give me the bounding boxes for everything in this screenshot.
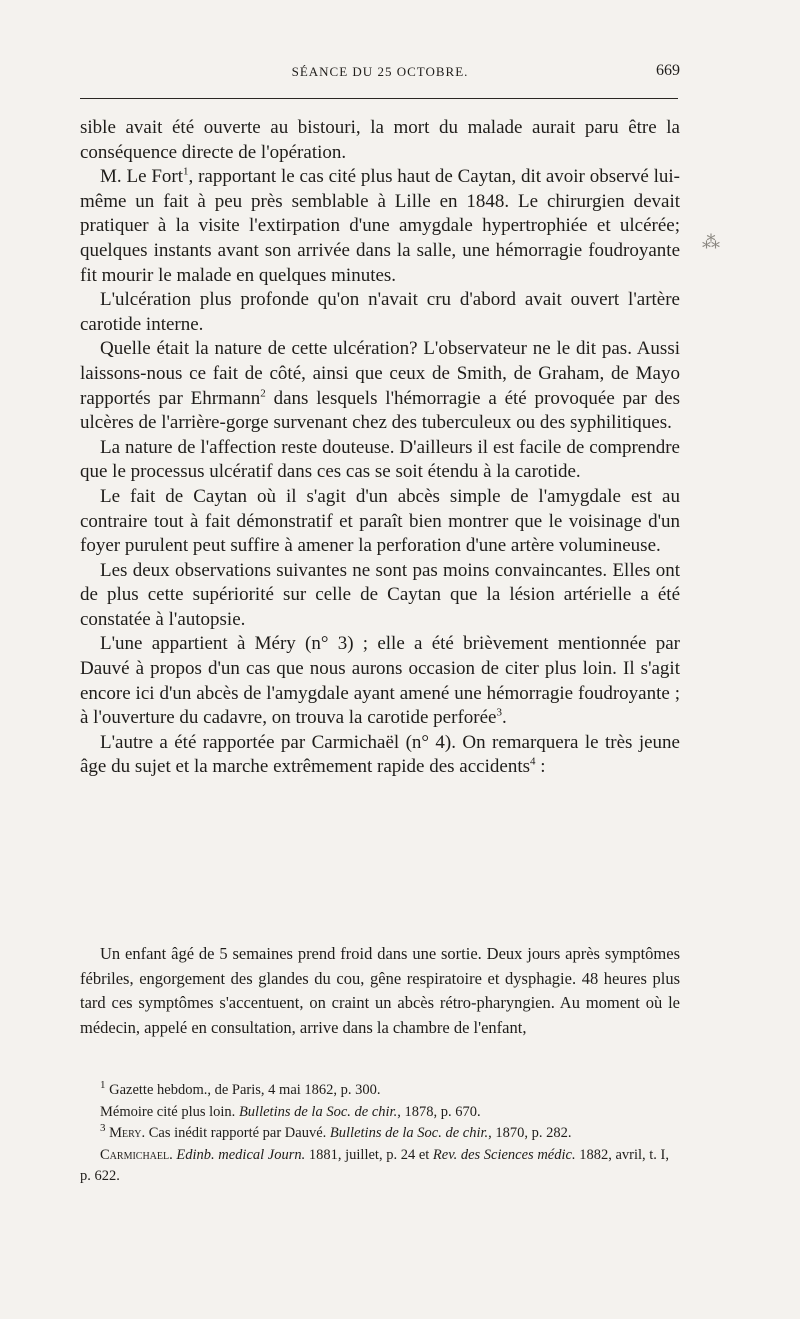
footnote-2-text-a: Mémoire cité plus loin. (100, 1103, 239, 1120)
body-text (80, 116, 680, 780)
footnote-3-journal: Bulletins de la Soc. de chir. (329, 1125, 489, 1141)
page-header (80, 62, 680, 86)
footnote-3-mark: 3 (100, 1122, 106, 1135)
footnote-2-text-b: , 1878, p. 670. (397, 1103, 481, 1120)
paragraph-8 (80, 632, 680, 730)
footnote-3-text-b: , 1870, p. 282. (488, 1125, 572, 1141)
footnote-3 (80, 1123, 680, 1145)
p2-text-a: M. Le Fort (100, 166, 183, 188)
footnote-2 (80, 1102, 680, 1124)
paragraph-4 (80, 337, 680, 435)
paragraph-3: L'ulcération plus profonde qu'on n'avait cru d'abord avait ouvert l'artère carotide interne. (80, 289, 680, 335)
page-number: 669 (656, 62, 680, 79)
p4-text-b: dans lesquels l'hémorragie a été provoquée par des ulcères de l'arrière-gorge survenant chez des tuberculeux ou des syphilitiques. (80, 387, 680, 434)
footnote-1-mark: 1 (100, 1079, 106, 1092)
footnote-4 (80, 1145, 680, 1188)
footnote-4-author: Carmichael. (100, 1146, 173, 1163)
p8-text-a: L'une appartient à Méry (n° 3) ; elle a été brièvement mentionnée par Dauvé à propos d'un cas que nous aurons occasion de citer plus loin. Il s'agit encore ici d'un abcès de l'amygdale ayant amené une hémorragie foudroyante ; à l'ouverture du cadavre, on trouva la carotide perforée (80, 633, 680, 729)
footnote-4-text-b: 1882, avril, t. I, p. 622. (80, 1146, 670, 1184)
footnote-ref-3: 3 (496, 706, 502, 719)
paragraph-5: La nature de l'affection reste douteuse. D'ailleurs il est facile de comprendre que le processus ulcératif dans ces cas se soit étendu à la carotide. (80, 436, 680, 483)
footnote-1-text: Gazette hebdom., de Paris, 4 mai 1862, p. 300. (105, 1082, 381, 1098)
footnote-3-author: Mery. (109, 1125, 146, 1141)
paragraph-1: sible avait été ouverte au bistouri, la mort du malade aurait paru être la conséquence directe de l'opération. (80, 117, 680, 163)
paragraph-9 (80, 731, 680, 780)
footnote-1 (80, 1080, 680, 1102)
running-title: SÉANCE DU 25 OCTOBRE. (291, 64, 469, 79)
footnote-4-journal-1: Edinb. medical Journ. (176, 1146, 306, 1163)
p9-text-b: : (535, 756, 546, 778)
header-rule (80, 98, 678, 99)
p2-text-b: , rapportant le cas cité plus haut de Caytan, dit avoir observé lui-même un fait à peu près semblable à Lille en 1848. Le chirurgien devait pratiquer à la visite l'extirpation d'une amygdale hypertrophiée et ulcérée; quelques instants avant son arrivée dans la salle, une hémorragie foudroyante fit mourir le malade en quelques minutes. (80, 166, 680, 286)
footnote-2-journal: Bulletins de la Soc. de chir. (238, 1103, 398, 1120)
footnote-4-journal-2: Rev. des Sciences médic. (432, 1146, 576, 1163)
footnote-ref-4: 4 (530, 756, 536, 769)
paragraph-7: Les deux observations suivantes ne sont pas moins convaincantes. Elles ont de plus cette supériorité sur celle de Caytan que la lésion artérielle a été constatée à l'autopsie. (80, 559, 680, 630)
p4-text-a: Quelle était la nature de cette ulcération? L'observateur ne le dit pas. Aussi laissons-nous ce fait de côté, ainsi que ceux de Smith, de Graham, de Mayo rapportés par Ehrmann (80, 338, 680, 409)
p9-text-a: L'autre a été rapportée par Carmichaël (n° 4). On remarquera le très jeune âge du sujet et la marche extrêmement rapide des accidents (80, 731, 680, 778)
footnote-ref-2: 2 (260, 387, 266, 400)
footnote-4-text-a: 1881, juillet, p. 24 et (305, 1146, 433, 1163)
case-quote (80, 942, 680, 1040)
paragraph-2 (80, 165, 680, 288)
footnotes (80, 1080, 680, 1188)
ink-smudge: ⁂ (702, 232, 720, 252)
paragraph-6: Le fait de Caytan où il s'agit d'un abcès simple de l'amygdale est au contraire tout à fait démonstratif et paraît bien montrer que le voisinage d'un foyer purulent peut suffire à amener la perforation d'une artère volumineuse. (80, 485, 680, 557)
footnote-ref-1: 1 (183, 165, 189, 178)
p8-text-b: . (501, 707, 507, 729)
quote-text: Un enfant âgé de 5 semaines prend froid dans une sortie. Deux jours après symptômes fébriles, engorgement des glandes du cou, gêne respiratoire et dysphagie. 48 heures plus tard ces symptômes s'accentuent, on craint un abcès rétro-pharyngien. Au moment où le médecin, appelé en consultation, arrive dans la chambre de l'enfant, (80, 944, 680, 1037)
footnote-3-text-a: Cas inédit rapporté par Dauvé. (145, 1125, 330, 1141)
